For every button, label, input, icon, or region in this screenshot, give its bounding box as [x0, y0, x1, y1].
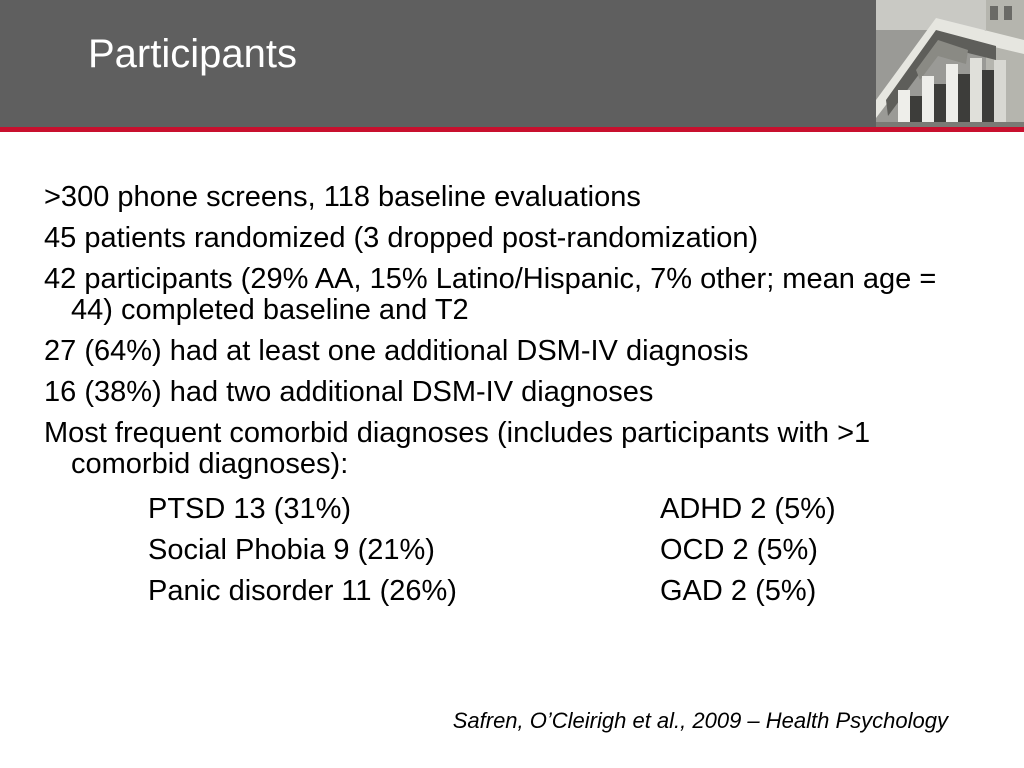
- diagnosis-social-phobia: Social Phobia 9 (21%): [148, 534, 435, 566]
- bullet-randomized: 45 patients randomized (3 dropped post-randomization): [44, 222, 759, 254]
- header-accent-rule: [0, 127, 1024, 132]
- bullet-phone-screens: >300 phone screens, 118 baseline evaluations: [44, 181, 641, 213]
- bullet-comorbid: Most frequent comorbid diagnoses (includes participants with >1 comorbid diagnoses):: [44, 417, 871, 480]
- diagnosis-ptsd: PTSD 13 (31%): [148, 493, 352, 525]
- diagnosis-ocd: OCD 2 (5%): [660, 534, 818, 566]
- building-photo-image: [876, 0, 1024, 127]
- diagnosis-gad: GAD 2 (5%): [660, 575, 817, 607]
- diagnosis-row: [148, 576, 908, 617]
- bullet-participants: 42 participants (29% AA, 15% Latino/Hispanic, 7% other; mean age = 44) completed baseline and T2: [44, 263, 937, 326]
- diagnosis-adhd: ADHD 2 (5%): [660, 493, 836, 525]
- bullet-one-diagnosis: 27 (64%) had at least one additional DSM-IV diagnosis: [44, 335, 749, 367]
- slide-header: [0, 0, 1024, 127]
- diagnosis-row: [148, 494, 908, 535]
- slide-title: Participants: [88, 32, 297, 76]
- bullet-list: [44, 182, 984, 490]
- bullet-two-diagnoses: 16 (38%) had two additional DSM-IV diagnoses: [44, 376, 654, 408]
- diagnosis-row: [148, 535, 908, 576]
- diagnosis-panic-disorder: Panic disorder 11 (26%): [148, 575, 457, 607]
- diagnosis-list: [148, 494, 908, 617]
- citation: Safren, O’Cleirigh et al., 2009 – Health Psychology: [452, 708, 948, 733]
